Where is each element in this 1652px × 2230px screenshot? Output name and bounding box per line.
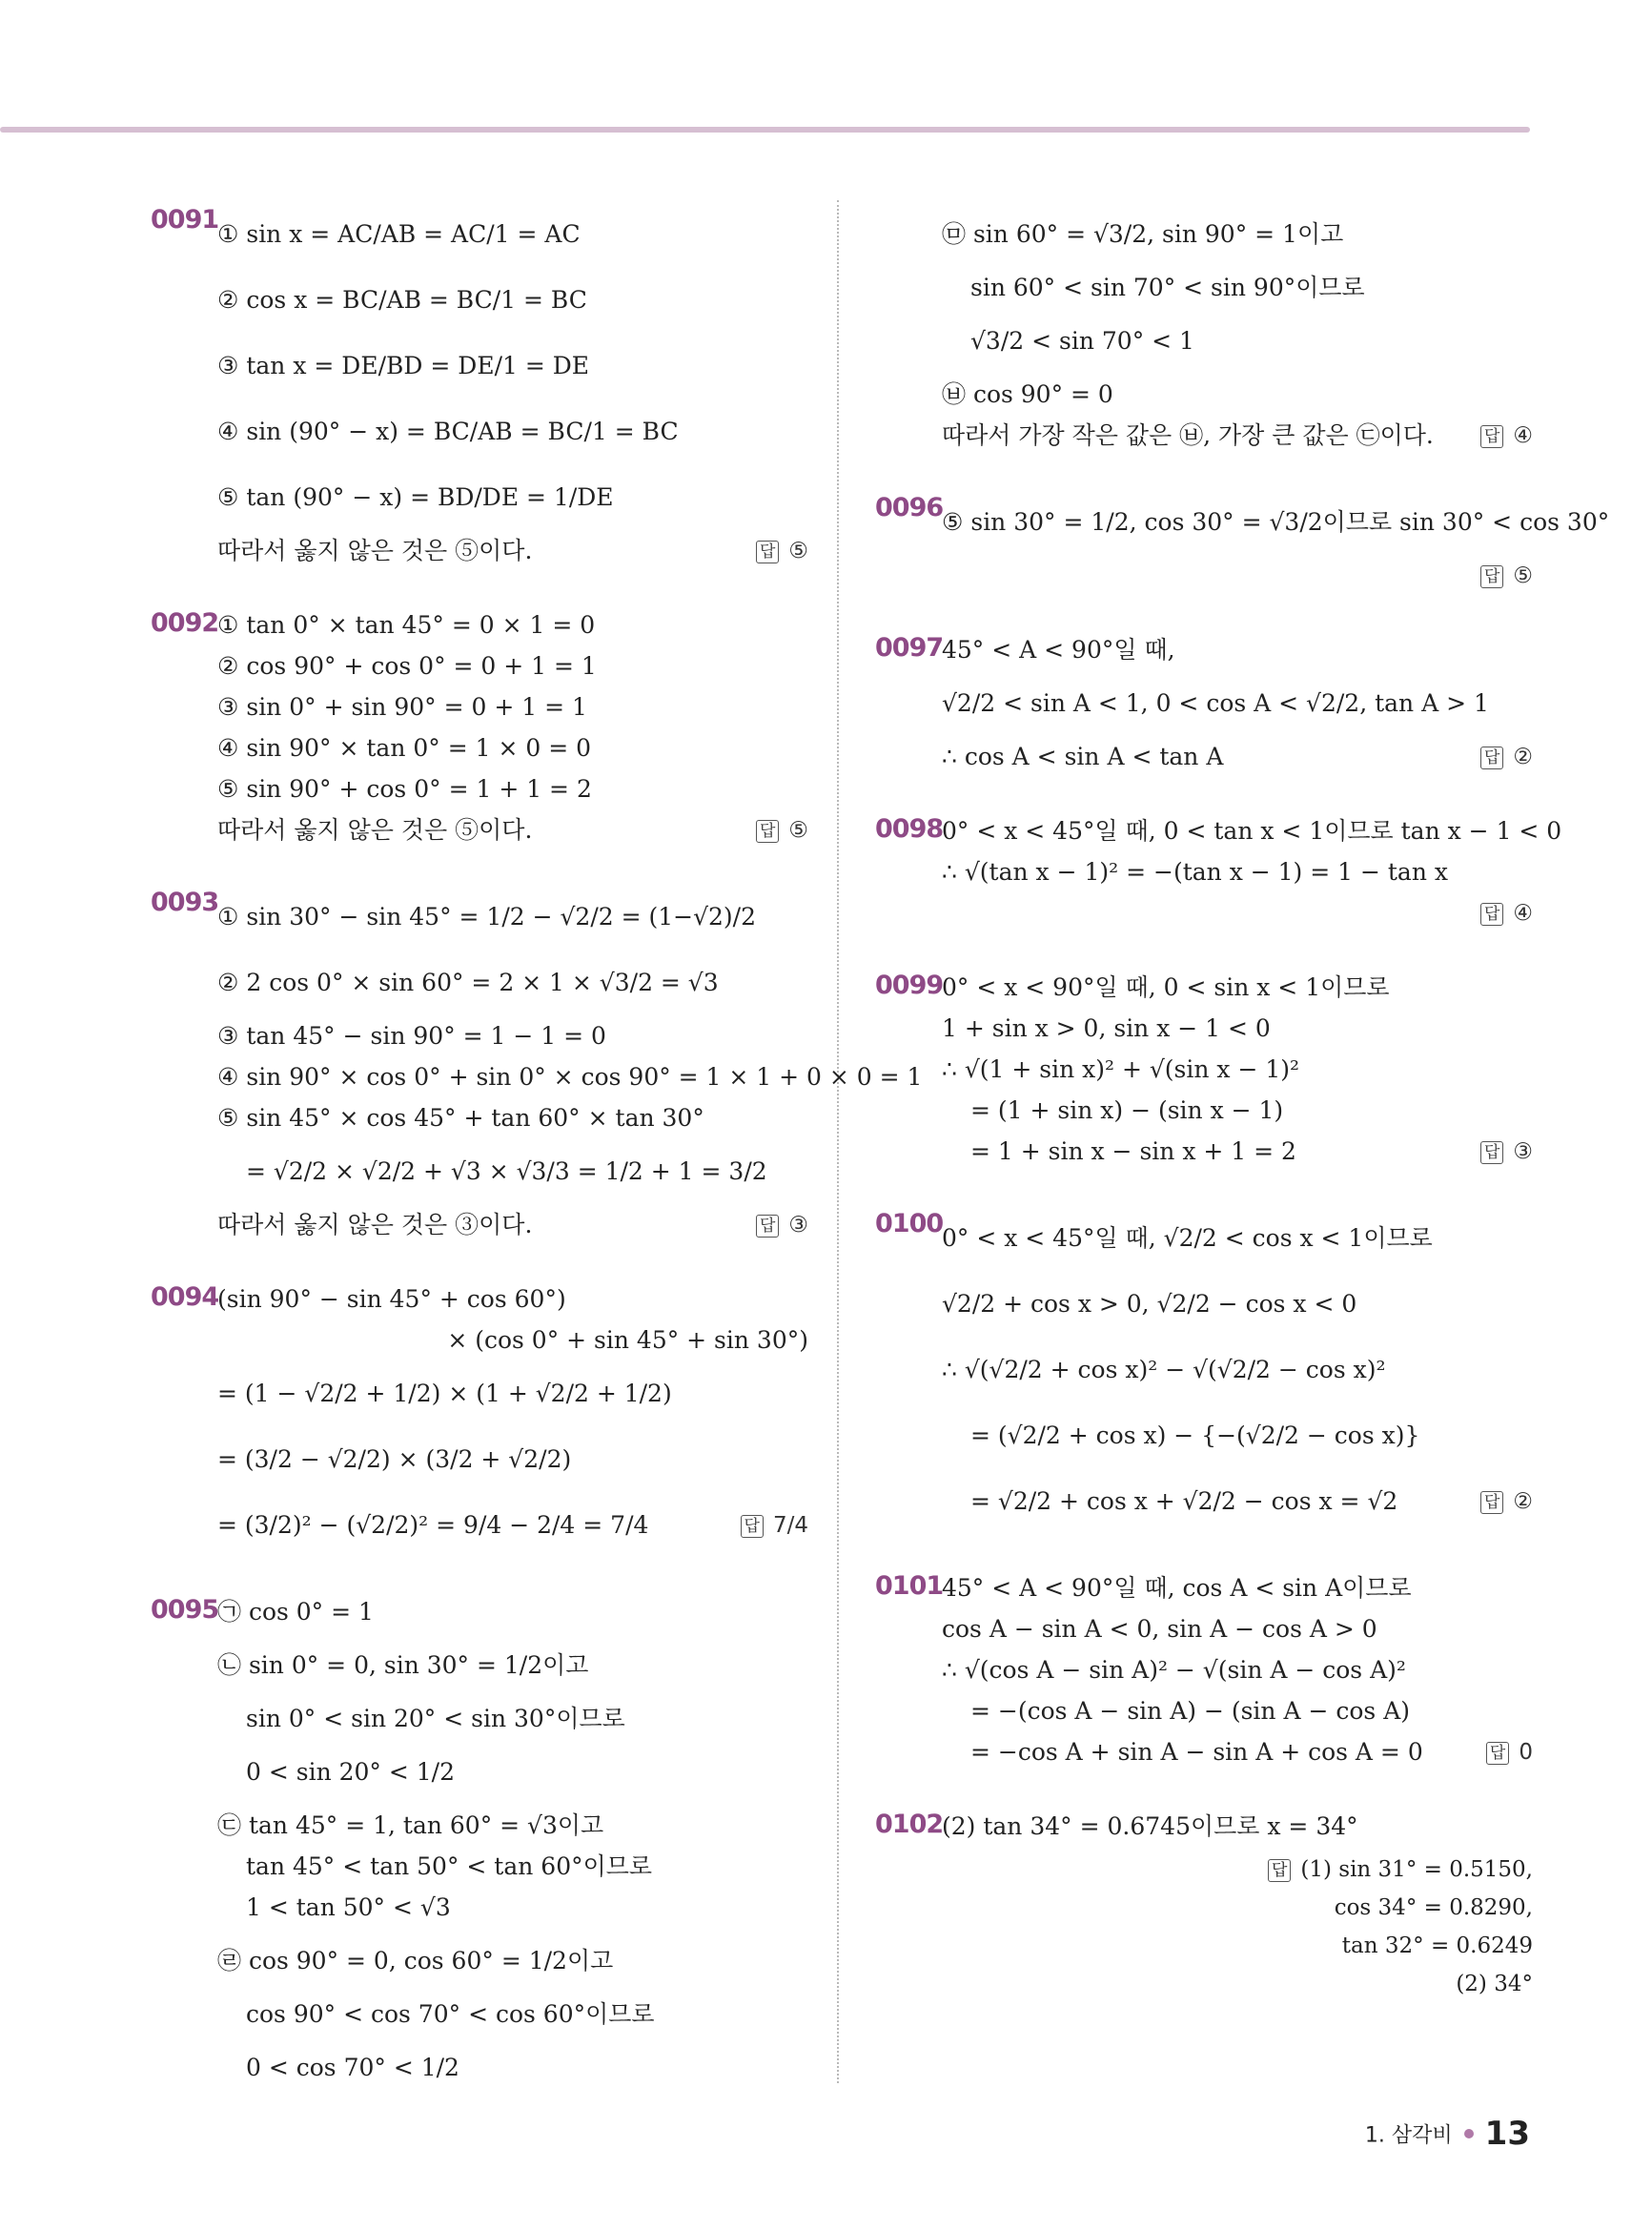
solution-line (942, 1694, 1533, 1729)
solution-text: = 1 + sin x − sin x + 1 = 2 (970, 1137, 1296, 1165)
answer-value: ③ (1513, 1139, 1533, 1164)
answer (1480, 1135, 1533, 1169)
answer-mark: 답 (1486, 1742, 1509, 1765)
solution-text: ㉣ cos 90° = 0, cos 60° = 1/2이고 (217, 1947, 614, 1974)
solution-text: ㉢ tan 45° = 1, tan 60° = √3이고 (217, 1811, 604, 1839)
solution-text: 따라서 옳지 않은 것은 ⑤이다. (217, 537, 533, 564)
solution-text: = (1 − √2/2 + 1/2) × (1 + √2/2 + 1/2) (217, 1380, 672, 1407)
problem-body (217, 608, 808, 848)
solution-line (942, 559, 1533, 593)
solution-line (942, 1135, 1533, 1169)
problem-block (875, 205, 1533, 453)
answer (741, 1496, 808, 1555)
solution-line (217, 690, 808, 725)
top-rule (0, 127, 1530, 133)
solution-text: = (3/2 − √2/2) × (3/2 + √2/2) (217, 1445, 572, 1473)
solution-text: 0 < cos 70° < 1/2 (246, 2054, 459, 2081)
solution-text: cos 90° < cos 70° < cos 60°이므로 (246, 2000, 655, 2028)
solution-text: ③ tan x = DE/BD = DE/1 = DE (217, 352, 590, 379)
answer-value: cos 34° = 0.8290, (1334, 1895, 1533, 1920)
solution-line (217, 608, 808, 643)
solution-line (217, 468, 808, 527)
answer-value: ④ (1513, 423, 1533, 448)
answer-value: (1) sin 31° = 0.5150, (1300, 1857, 1533, 1882)
problem-number: 0091 (151, 205, 219, 235)
problem-body (217, 205, 808, 568)
footer-dot-icon (1464, 2129, 1474, 2138)
problem-block (875, 1810, 1533, 2003)
solution-text: = (√2/2 + cos x) − {−(√2/2 − cos x)} (970, 1422, 1420, 1449)
solution-line (217, 1060, 923, 1095)
solution-text: 따라서 옳지 않은 것은 ⑤이다. (217, 816, 533, 844)
answer-line (942, 1889, 1533, 1927)
problem-body (942, 971, 1533, 1169)
solution-text: ④ sin 90° × tan 0° = 1 × 0 = 0 (217, 734, 592, 762)
solution-line (217, 953, 808, 1013)
answer (1480, 896, 1533, 931)
right-column (875, 205, 1610, 2043)
answer (1480, 740, 1533, 774)
problem-number: 0092 (151, 608, 219, 638)
solution-line (942, 633, 1533, 667)
answer (1480, 419, 1533, 453)
solution-line (217, 534, 808, 568)
solution-line (217, 1702, 808, 1736)
solution-text: ∴ cos A < sin A < tan A (942, 743, 1224, 770)
solution-line (942, 1612, 1533, 1647)
solution-line (217, 1496, 808, 1555)
answer-mark: 답 (1480, 425, 1503, 448)
solution-text: 45° < A < 90°일 때, cos A < sin A이므로 (942, 1574, 1412, 1602)
problem-block (151, 1595, 808, 2097)
solution-text: ② 2 cos 0° × sin 60° = 2 × 1 × √3/2 = √3 (217, 969, 719, 996)
answer-value: 7/4 (772, 1513, 808, 1538)
solution-line (942, 1810, 1533, 1844)
answer-stack (942, 1851, 1533, 2003)
solution-text: ② cos 90° + cos 0° = 0 + 1 = 1 (217, 652, 597, 680)
solution-text: 0° < x < 45°일 때, 0 < tan x < 1이므로 tan x − 1 < 0 (942, 817, 1562, 845)
solution-line (217, 1932, 808, 1991)
answer-value: tan 32° = 0.6249 (1341, 1933, 1533, 1958)
solution-text: ③ sin 0° + sin 90° = 0 + 1 = 1 (217, 693, 587, 721)
answer-value: ③ (788, 1213, 808, 1238)
answer-mark: 답 (1480, 565, 1503, 588)
solution-text: = √2/2 + cos x + √2/2 − cos x = √2 (970, 1487, 1398, 1515)
problem-body (217, 1595, 808, 2097)
solution-text: tan 45° < tan 50° < tan 60°이므로 (246, 1852, 653, 1880)
solution-line (217, 1142, 808, 1201)
solution-line (217, 271, 808, 330)
answer-mark: 답 (756, 1215, 779, 1238)
solution-line (217, 731, 808, 766)
solution-text: ㉠ cos 0° = 1 (217, 1598, 374, 1626)
solution-text: ⑤ sin 90° + cos 0° = 1 + 1 = 2 (217, 775, 592, 803)
solution-line (217, 1430, 808, 1489)
problem-block (151, 205, 808, 568)
solution-text: ⑤ tan (90° − x) = BD/DE = 1/DE (217, 483, 614, 511)
solution-text: = −cos A + sin A − sin A + cos A = 0 (970, 1738, 1423, 1766)
solution-text: ① tan 0° × tan 45° = 0 × 1 = 0 (217, 611, 596, 639)
solution-line (217, 1891, 808, 1925)
solution-line (217, 1323, 808, 1358)
solution-line (217, 1208, 808, 1242)
column-divider (837, 200, 839, 2083)
answer-mark: 답 (1480, 1141, 1503, 1164)
solution-line (942, 1472, 1533, 1531)
answer (1480, 559, 1533, 593)
answer-value: ⑤ (788, 539, 808, 563)
solution-text: ∴ √(tan x − 1)² = −(tan x − 1) = 1 − tan x (942, 858, 1448, 886)
answer-mark: 답 (756, 820, 779, 843)
solution-text: ㉡ sin 0° = 0, sin 30° = 1/2이고 (217, 1651, 589, 1679)
answer-line (942, 1851, 1533, 1889)
solution-text: = √2/2 × √2/2 + √3 × √3/3 = 1/2 + 1 = 3/2 (246, 1157, 767, 1185)
answer-value: ⑤ (1513, 563, 1533, 588)
solution-text: sin 60° < sin 70° < sin 90°이므로 (970, 274, 1365, 301)
solution-line (217, 772, 808, 807)
problem-block (875, 971, 1533, 1169)
solution-text: √2/2 < sin A < 1, 0 < cos A < √2/2, tan A > 1 (942, 689, 1489, 717)
answer-value: (2) 34° (1456, 1972, 1533, 1996)
solution-line (942, 419, 1533, 453)
problem-body (217, 1282, 808, 1555)
solution-line (942, 855, 1533, 890)
solution-text: 45° < A < 90°일 때, (942, 636, 1175, 664)
answer (1480, 1472, 1533, 1531)
solution-text: 따라서 가장 작은 값은 ㉥, 가장 큰 값은 ㉢이다. (942, 421, 1434, 449)
answer-mark: 답 (1480, 747, 1503, 769)
solution-line (942, 740, 1533, 774)
solution-text: sin 0° < sin 20° < sin 30°이므로 (246, 1705, 625, 1732)
solution-line (217, 205, 808, 264)
solution-line (217, 1850, 808, 1884)
problem-block (151, 608, 808, 848)
page-number: 13 (1484, 2115, 1530, 2153)
problem-number: 0097 (875, 633, 944, 663)
solution-text: (2) tan 34° = 0.6745이므로 x = 34° (942, 1812, 1358, 1840)
problem-number: 0093 (151, 888, 219, 917)
problem-block (875, 1571, 1533, 1770)
solution-line (942, 1094, 1533, 1128)
answer-value: 0 (1519, 1740, 1533, 1765)
solution-text: ⑤ sin 30° = 1/2, cos 30° = √3/2이므로 sin 30° < cos 30° (942, 508, 1610, 536)
solution-line (942, 1340, 1533, 1400)
solution-line (942, 1735, 1533, 1770)
solution-text: 1 + sin x > 0, sin x − 1 < 0 (942, 1014, 1271, 1042)
solution-text: ∴ √(cos A − sin A)² − √(sin A − cos A)² (942, 1656, 1406, 1684)
problem-block (875, 493, 1610, 593)
solution-line (217, 1997, 808, 2032)
solution-text: ∴ √(√2/2 + cos x)² − √(√2/2 − cos x)² (942, 1356, 1386, 1383)
answer-mark: 답 (1268, 1859, 1291, 1882)
solution-text: ∴ √(1 + sin x)² + √(sin x − 1)² (942, 1055, 1300, 1083)
answer-value: ④ (1513, 901, 1533, 926)
solution-line (217, 337, 808, 396)
problem-number: 0101 (875, 1571, 944, 1601)
solution-text: 0° < x < 90°일 때, 0 < sin x < 1이므로 (942, 973, 1390, 1001)
problem-block (151, 1282, 808, 1555)
solution-text: 0° < x < 45°일 때, √2/2 < cos x < 1이므로 (942, 1224, 1433, 1252)
solution-text: = (3/2)² − (√2/2)² = 9/4 − 2/4 = 7/4 (217, 1511, 649, 1539)
answer (1486, 1735, 1533, 1770)
solution-line (217, 1595, 808, 1629)
solution-text: ② cos x = BC/AB = BC/1 = BC (217, 286, 587, 314)
solution-text: ④ sin (90° − x) = BC/AB = BC/1 = BC (217, 418, 679, 445)
solution-line (942, 674, 1533, 733)
solution-text: √3/2 < sin 70° < 1 (970, 327, 1194, 355)
answer-value: ② (1513, 1489, 1533, 1514)
problem-body (942, 1810, 1533, 2003)
problem-body (942, 633, 1533, 774)
solution-line (217, 1636, 808, 1695)
solution-line (942, 1571, 1533, 1606)
solution-line (217, 813, 808, 848)
solution-line (217, 2038, 808, 2097)
problem-number: 0098 (875, 814, 944, 844)
problem-number: 0094 (151, 1282, 219, 1312)
solution-line (942, 205, 1533, 264)
problem-number: 0100 (875, 1209, 944, 1238)
solution-line (217, 1282, 808, 1317)
solution-line (942, 1275, 1533, 1334)
solution-line (942, 493, 1610, 552)
problem-number: 0102 (875, 1810, 944, 1839)
solution-line (942, 1406, 1533, 1465)
problem-number: 0096 (875, 493, 944, 522)
solution-text: ① sin x = AC/AB = AC/1 = AC (217, 220, 581, 248)
solution-text: ④ sin 90° × cos 0° + sin 0° × cos 90° = 1 × 1 + 0 × 0 = 1 (217, 1063, 923, 1091)
answer (756, 534, 808, 568)
problem-body (942, 205, 1533, 453)
answer-mark: 답 (741, 1515, 764, 1538)
solution-line (217, 649, 808, 684)
solution-text: 0 < sin 20° < 1/2 (246, 1758, 456, 1786)
answer (756, 1208, 808, 1242)
solution-text: (sin 90° − sin 45° + cos 60°) (217, 1285, 566, 1313)
solution-line (942, 312, 1533, 371)
answer (756, 813, 808, 848)
solution-text: cos A − sin A < 0, sin A − cos A > 0 (942, 1615, 1377, 1643)
solution-text: 1 < tan 50° < √3 (246, 1893, 451, 1921)
solution-line (942, 1053, 1533, 1087)
problem-block (875, 814, 1562, 931)
problem-number: 0099 (875, 971, 944, 1000)
solution-text: = −(cos A − sin A) − (sin A − cos A) (970, 1697, 1410, 1725)
solution-text: √2/2 + cos x > 0, √2/2 − cos x < 0 (942, 1290, 1357, 1318)
solution-text: ㉥ cos 90° = 0 (942, 380, 1113, 408)
answer-value: ② (1513, 745, 1533, 769)
solution-line (942, 1012, 1533, 1046)
solution-line (942, 1209, 1533, 1268)
solution-line (217, 1743, 808, 1802)
solution-line (217, 1019, 808, 1054)
page-footer (1365, 2115, 1530, 2153)
solution-text: ㉤ sin 60° = √3/2, sin 90° = 1이고 (942, 220, 1344, 248)
answer-line (942, 1965, 1533, 2003)
solution-line (942, 1653, 1533, 1688)
answer-mark: 답 (756, 541, 779, 563)
problem-body (942, 1209, 1533, 1531)
solution-text: 따라서 옳지 않은 것은 ③이다. (217, 1211, 533, 1238)
solution-line (217, 1364, 808, 1423)
solution-line (942, 271, 1533, 305)
solution-line (942, 378, 1533, 412)
problem-body (942, 493, 1610, 593)
answer-line (942, 1927, 1533, 1965)
solution-text: × (cos 0° + sin 45° + sin 30°) (447, 1326, 808, 1354)
problem-body (942, 1571, 1533, 1770)
answer-value: ⑤ (788, 818, 808, 843)
solution-text: ⑤ sin 45° × cos 45° + tan 60° × tan 30° (217, 1104, 704, 1132)
solution-text: ③ tan 45° − sin 90° = 1 − 1 = 0 (217, 1022, 606, 1050)
answer-mark: 답 (1480, 1491, 1503, 1514)
solution-line (217, 888, 808, 947)
problem-body (942, 814, 1562, 931)
solution-line (942, 896, 1533, 931)
solution-line (217, 402, 808, 461)
solution-text: = (1 + sin x) − (sin x − 1) (970, 1096, 1284, 1124)
solution-line (217, 1809, 808, 1843)
problem-block (875, 633, 1533, 774)
solution-line (217, 1101, 808, 1135)
problem-block (875, 1209, 1533, 1531)
answer-mark: 답 (1480, 903, 1503, 926)
chapter-label: 1. 삼각비 (1364, 2123, 1453, 2148)
solution-text: ① sin 30° − sin 45° = 1/2 − √2/2 = (1−√2)/2 (217, 903, 757, 931)
solution-line (942, 971, 1533, 1005)
problem-number: 0095 (151, 1595, 219, 1625)
solution-line (942, 814, 1562, 849)
